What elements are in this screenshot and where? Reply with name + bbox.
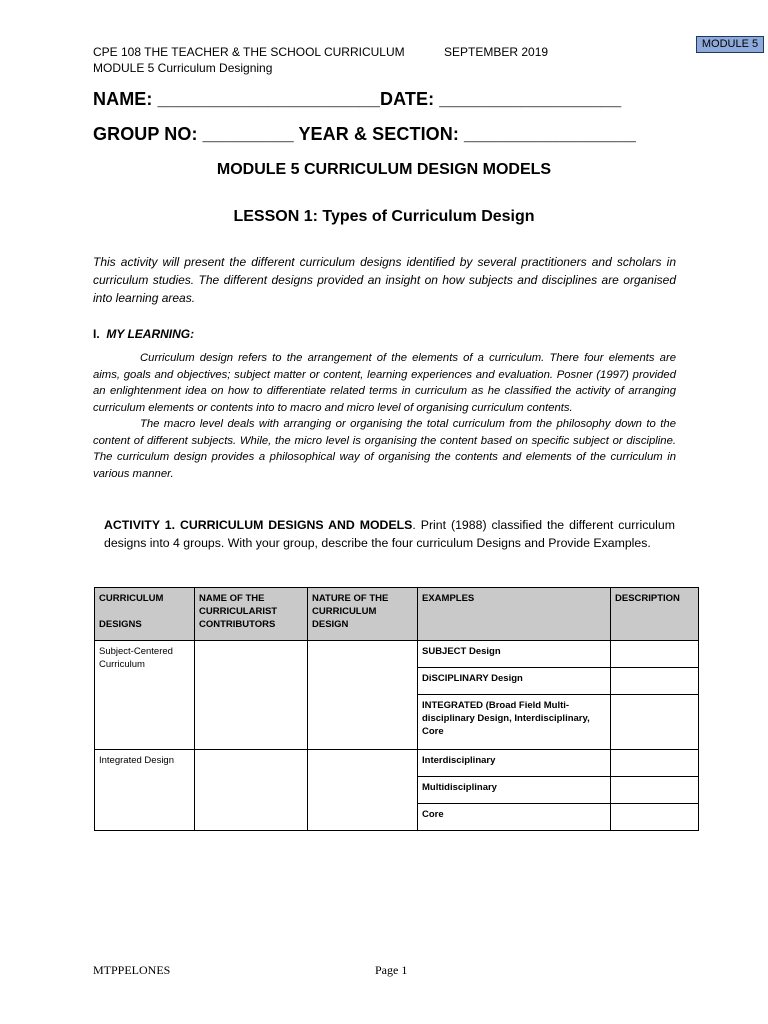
description-cell[interactable]: [611, 668, 699, 695]
contributors-cell[interactable]: [195, 750, 308, 831]
description-cell[interactable]: [611, 777, 699, 804]
nature-cell[interactable]: [308, 750, 418, 831]
module-subtitle: MODULE 5 Curriculum Designing: [93, 61, 273, 75]
example-cell: INTEGRATED (Broad Field Multi-disciplinary Design, Interdisciplinary, Core: [418, 695, 611, 750]
table-row: [95, 641, 699, 668]
description-cell[interactable]: [611, 695, 699, 750]
section-title: MY LEARNING:: [106, 327, 195, 341]
name-date-field: NAME: ______________________DATE: __________________: [93, 89, 622, 109]
description-cell[interactable]: [611, 750, 699, 777]
header-designs: CURRICULUM DESIGNS: [95, 588, 195, 641]
page-number: Page 1: [375, 963, 408, 977]
module-tag: MODULE 5: [696, 36, 764, 53]
lesson-title: LESSON 1: Types of Curriculum Design: [233, 208, 535, 225]
section-number: I.: [93, 327, 100, 341]
header-nature: NATURE OF THE CURRICULUM DESIGN: [308, 588, 418, 641]
description-cell[interactable]: [611, 641, 699, 668]
course-title: CPE 108 THE TEACHER & THE SCHOOL CURRICULUM: [93, 45, 405, 59]
curriculum-designs-table: [94, 587, 699, 831]
nature-cell[interactable]: [308, 641, 418, 750]
header-examples: EXAMPLES: [418, 588, 611, 641]
example-cell: SUBJECT Design: [418, 641, 611, 668]
activity-text: . Print (1988) classified the different curriculum designs into 4 groups. With your group, describe the four curriculum Designs and Provide Examples.: [104, 518, 675, 550]
table-row: [95, 750, 699, 777]
header-description: DESCRIPTION: [611, 588, 699, 641]
description-cell[interactable]: [611, 804, 699, 831]
header-contributors: NAME OF THE CURRICULARIST CONTRIBUTORS: [195, 588, 308, 641]
module-title: MODULE 5 CURRICULUM DESIGN MODELS: [216, 161, 552, 178]
example-cell: DiSCIPLINARY Design: [418, 668, 611, 695]
example-cell: Multidisciplinary: [418, 777, 611, 804]
contributors-cell[interactable]: [195, 641, 308, 750]
learning-paragraph-1: Curriculum design refers to the arrangement of the elements of a curriculum. There four elements are aims, goals and objectives; subject matter or content, learning experiences and evaluation. Posner (1997) provided an enlightenment idea on how to differentiate related terms in curriculum as he classified the activity of arranging curriculum elements or contents into to macro and micro level of organising curriculum contents.: [93, 352, 676, 414]
group-section-field: GROUP NO: _________ YEAR & SECTION: _________________: [93, 124, 636, 144]
header-date: SEPTEMBER 2019: [444, 45, 549, 59]
design-cell: Integrated Design: [95, 750, 195, 831]
intro-paragraph: This activity will present the different curriculum designs identified by several practitioners and scholars in curriculum studies. The different designs provided an insight on how subjects and disciplines are organised into learning areas.: [93, 255, 676, 305]
example-cell: Core: [418, 804, 611, 831]
design-cell: Subject-Centered Curriculum: [95, 641, 195, 750]
footer-author: MTPPELONES: [93, 963, 171, 977]
activity-label: ACTIVITY 1. CURRICULUM DESIGNS AND MODELS: [104, 518, 413, 532]
learning-paragraph-2: The macro level deals with arranging or organising the total curriculum from the philosophy down to the content of different subjects. While, the micro level is organising the content based on specific subject or discipline. The curriculum design provides a philosophical way of organising the contents and elements of the curriculum in various manner.: [93, 418, 676, 480]
example-cell: Interdisciplinary: [418, 750, 611, 777]
learning-body: [93, 350, 676, 482]
table-header-row: [95, 588, 699, 641]
section-heading: [93, 327, 194, 341]
activity-instructions: [104, 516, 675, 552]
